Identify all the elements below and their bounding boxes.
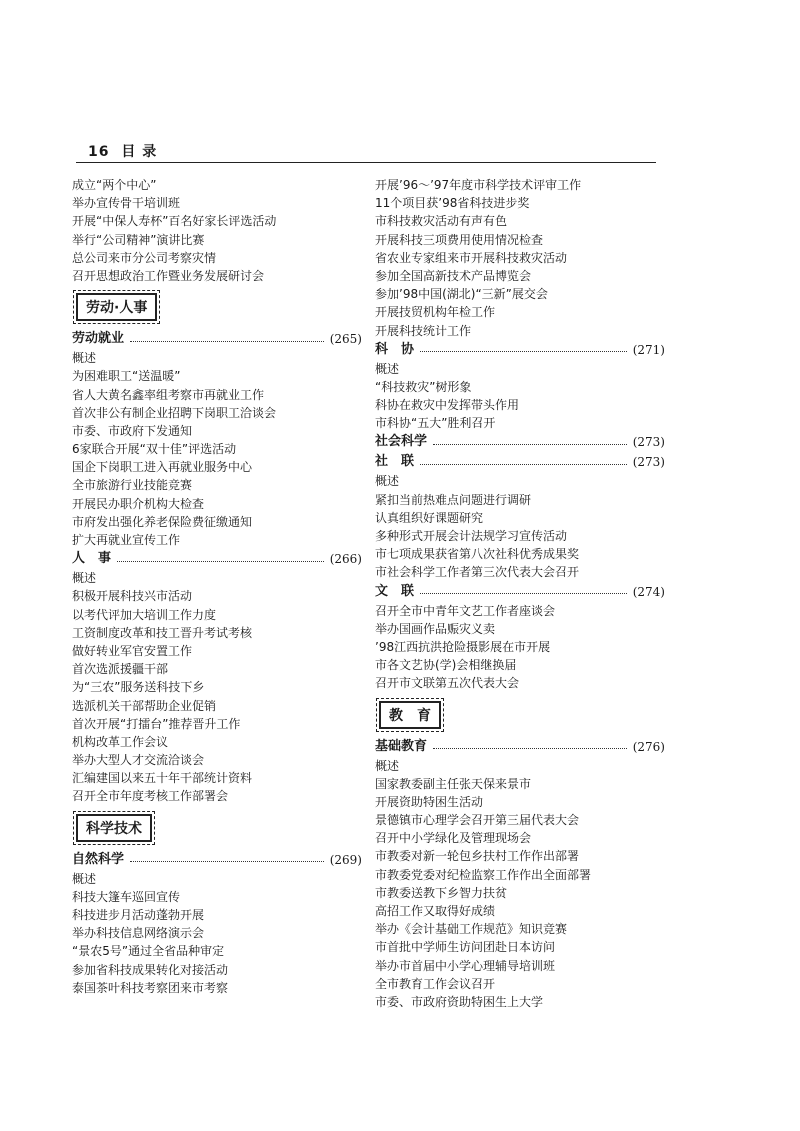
category-label: 教 育: [379, 701, 441, 729]
right-intro-list: [375, 176, 665, 340]
toc-item[interactable]: 举办国画作品赈灾义卖: [375, 621, 496, 636]
toc-entry-social-science[interactable]: [375, 432, 665, 452]
toc-item[interactable]: 市教委对新一轮包乡扶村工作作出部署: [375, 849, 580, 864]
toc-item[interactable]: 成立“两个中心”: [72, 178, 157, 192]
toc-item[interactable]: 泰国茶叶科技考察团来市考察: [72, 980, 229, 995]
toc-item[interactable]: 市委、市政府下发通知: [72, 423, 193, 438]
toc-item[interactable]: 扩大再就业宣传工作: [72, 533, 181, 547]
toc-entry-labor-employment[interactable]: [72, 329, 362, 349]
toc-item[interactable]: 市七项成果获省第八次社科优秀成果奖: [375, 547, 580, 562]
toc-item[interactable]: 开展科技统计工作: [375, 323, 472, 338]
toc-entry-science-association[interactable]: [375, 340, 665, 360]
toc-item[interactable]: 召开市文联第五次代表大会: [375, 676, 520, 691]
toc-item[interactable]: 为“三农”服务送科技下乡: [72, 680, 205, 695]
toc-item[interactable]: 概述: [375, 361, 400, 376]
entry-page: (271): [632, 342, 665, 357]
toc-item[interactable]: 科技进步月活动蓬勃开展: [72, 908, 205, 922]
literary-federation-items: [375, 602, 665, 693]
leader-dots: [130, 861, 324, 862]
toc-item[interactable]: ’98江西抗洪抢险摄影展在市开展: [375, 639, 551, 654]
toc-item[interactable]: 市科协“五大”胜利召开: [375, 416, 496, 431]
toc-item[interactable]: 举行“公司精神”演讲比赛: [72, 232, 205, 247]
toc-item[interactable]: 高招工作又取得好成绩: [375, 904, 496, 918]
category-label: 劳动·人事: [76, 293, 157, 321]
entry-page: (265): [329, 332, 362, 347]
entry-title: 科 协: [375, 341, 415, 357]
toc-entry-basic-education[interactable]: [375, 737, 665, 757]
entry-page: (274): [632, 584, 665, 599]
entry-page: (273): [632, 455, 665, 470]
toc-item[interactable]: 召开思想政治工作暨业务发展研讨会: [72, 268, 265, 283]
entry-page: (273): [632, 435, 665, 450]
toc-entry-social-federation[interactable]: [375, 452, 665, 472]
toc-item[interactable]: 机构改革工作会议: [72, 734, 169, 749]
toc-item[interactable]: 概述: [72, 351, 97, 366]
entry-page: (266): [329, 552, 362, 567]
entry-title: 基础教育: [375, 738, 428, 754]
toc-item[interactable]: 举办《会计基础工作规范》知识竞赛: [375, 922, 568, 937]
category-science-technology: [72, 806, 362, 850]
toc-item[interactable]: 开展民办职介机构大检查: [72, 496, 205, 511]
natural-science-items: [72, 870, 362, 997]
toc-item[interactable]: 市教委送教下乡智力扶贫: [375, 885, 508, 900]
toc-item[interactable]: 举办宣传骨干培训班: [72, 196, 181, 211]
leader-dots: [117, 561, 324, 562]
toc-item[interactable]: 概述: [72, 871, 97, 886]
toc-item[interactable]: 举办市首届中小学心理辅导培训班: [375, 958, 556, 973]
toc-item[interactable]: 概述: [375, 474, 400, 489]
toc-item[interactable]: 积极开展科技兴市活动: [72, 589, 193, 604]
social-federation-items: [375, 472, 665, 581]
toc-item[interactable]: 多种形式开展会计法规学习宣传活动: [375, 529, 568, 543]
entry-page: (269): [329, 852, 362, 867]
toc-item[interactable]: 总公司来市分公司考察灾情: [72, 250, 217, 265]
toc-item[interactable]: 全市旅游行业技能竞赛: [72, 478, 193, 493]
page-title: 目 录: [121, 144, 158, 160]
toc-entry-literary-federation[interactable]: [375, 582, 665, 602]
toc-item[interactable]: 为困难职工“送温暖”: [72, 369, 181, 384]
entry-title: 劳动就业: [72, 331, 125, 347]
toc-item[interactable]: 国家教委副主任张天保来景市: [375, 776, 532, 791]
toc-item[interactable]: 科协在救灾中发挥带头作用: [375, 398, 520, 413]
entry-title: 人 事: [72, 551, 112, 567]
toc-item[interactable]: 市各文艺协(学)会相继换届: [375, 658, 517, 673]
toc-item[interactable]: 省农业专家组来市开展科技救灾活动: [375, 250, 568, 265]
toc-item[interactable]: 6家联合开展“双十佳”评选活动: [72, 442, 237, 457]
toc-item[interactable]: 认真组织好课题研究: [375, 510, 484, 525]
toc-item[interactable]: 汇编建国以来五十年干部统计资料: [72, 771, 253, 786]
entry-title: 自然科学: [72, 851, 125, 867]
toc-item[interactable]: 选派机关干部帮助企业促销: [72, 698, 217, 713]
toc-item[interactable]: 召开中小学绿化及管理现场会: [375, 831, 532, 846]
basic-education-items: [375, 757, 665, 1012]
toc-item[interactable]: 开展技贸机构年检工作: [375, 305, 496, 320]
toc-item[interactable]: 开展资助特困生活动: [375, 794, 484, 809]
toc-item[interactable]: 概述: [72, 571, 97, 586]
toc-item[interactable]: 工资制度改革和技工晋升考试考核: [72, 625, 253, 640]
toc-item[interactable]: 市教委党委对纪检监察工作作出全面部署: [375, 867, 592, 882]
science-association-items: [375, 360, 665, 433]
toc-item[interactable]: 市科技救灾活动有声有色: [375, 214, 508, 229]
toc-item[interactable]: 召开全市年度考核工作部署会: [72, 789, 229, 804]
header-rule: [76, 162, 656, 163]
entry-title: 文 联: [375, 583, 415, 599]
personnel-items: [72, 569, 362, 805]
toc-item[interactable]: 科技大篷车巡回宣传: [72, 889, 181, 904]
toc-item[interactable]: 开展科技三项费用使用情况检查: [375, 232, 544, 247]
toc-item[interactable]: 市社会科学工作者第三次代表大会召开: [375, 565, 580, 580]
toc-item[interactable]: 参加’98中国(湖北)“三新”展交会: [375, 287, 548, 302]
toc-item[interactable]: 11个项目获’98省科技进步奖: [375, 196, 530, 211]
toc-item[interactable]: 全市教育工作会议召开: [375, 976, 496, 991]
toc-item[interactable]: 首次非公有制企业招聘下岗职工洽谈会: [72, 405, 277, 420]
toc-item[interactable]: 市首批中学师生访问团赴日本访问: [375, 940, 556, 955]
toc-item[interactable]: 概述: [375, 758, 400, 773]
toc-item[interactable]: “科技救灾”树形象: [375, 379, 472, 394]
toc-item[interactable]: 举办科技信息网络演示会: [72, 926, 205, 941]
toc-item[interactable]: 参加省科技成果转化对接活动: [72, 962, 229, 977]
leader-dots: [420, 593, 627, 594]
leader-dots: [433, 748, 627, 749]
toc-item[interactable]: 市委、市政府资助特困生上大学: [375, 994, 544, 1009]
toc-item[interactable]: 紧扣当前热难点问题进行调研: [375, 492, 532, 507]
toc-item[interactable]: 国企下岗职工进入再就业服务中心: [72, 460, 253, 475]
toc-item[interactable]: “景农5号”通过全省品种审定: [72, 944, 225, 959]
page-number: 16: [88, 144, 110, 160]
right-column: [375, 176, 665, 1011]
toc-item[interactable]: 市府发出强化养老保险费征缴通知: [72, 514, 253, 529]
toc-item[interactable]: 召开全市中青年文艺工作者座谈会: [375, 603, 556, 618]
toc-item[interactable]: 开展“中保人寿杯”百名好家长评选活动: [72, 214, 277, 229]
toc-item[interactable]: 以考代评加大培训工作力度: [72, 607, 217, 622]
leader-dots: [433, 444, 627, 445]
leader-dots: [420, 464, 627, 465]
toc-item[interactable]: 举办大型人才交流洽谈会: [72, 753, 205, 768]
toc-item[interactable]: 首次选派援疆干部: [72, 662, 169, 677]
category-labor-personnel: [72, 285, 362, 329]
toc-item[interactable]: 参加全国高新技术产品博览会: [375, 268, 532, 283]
toc-item[interactable]: 首次开展“打擂台”推荐晋升工作: [72, 716, 241, 731]
leader-dots: [130, 341, 324, 342]
toc-item[interactable]: 省人大黄名鑫率组考察市再就业工作: [72, 387, 265, 402]
left-column: [72, 176, 362, 997]
toc-entry-personnel[interactable]: [72, 549, 362, 569]
labor-employment-items: [72, 349, 362, 549]
toc-item[interactable]: 做好转业军官安置工作: [72, 643, 193, 658]
toc-item[interactable]: 开展’96～’97年度市科学技术评审工作: [375, 178, 582, 192]
left-intro-list: [72, 176, 362, 285]
entry-page: (276): [632, 739, 665, 754]
category-education: [375, 693, 665, 737]
toc-item[interactable]: 景德镇市心理学会召开第三届代表大会: [375, 813, 580, 828]
page-header: [88, 141, 157, 161]
category-label: 科学技术: [76, 814, 152, 842]
leader-dots: [420, 351, 627, 352]
entry-title: 社 联: [375, 454, 415, 470]
entry-title: 社会科学: [375, 434, 428, 450]
toc-entry-natural-science[interactable]: [72, 850, 362, 870]
